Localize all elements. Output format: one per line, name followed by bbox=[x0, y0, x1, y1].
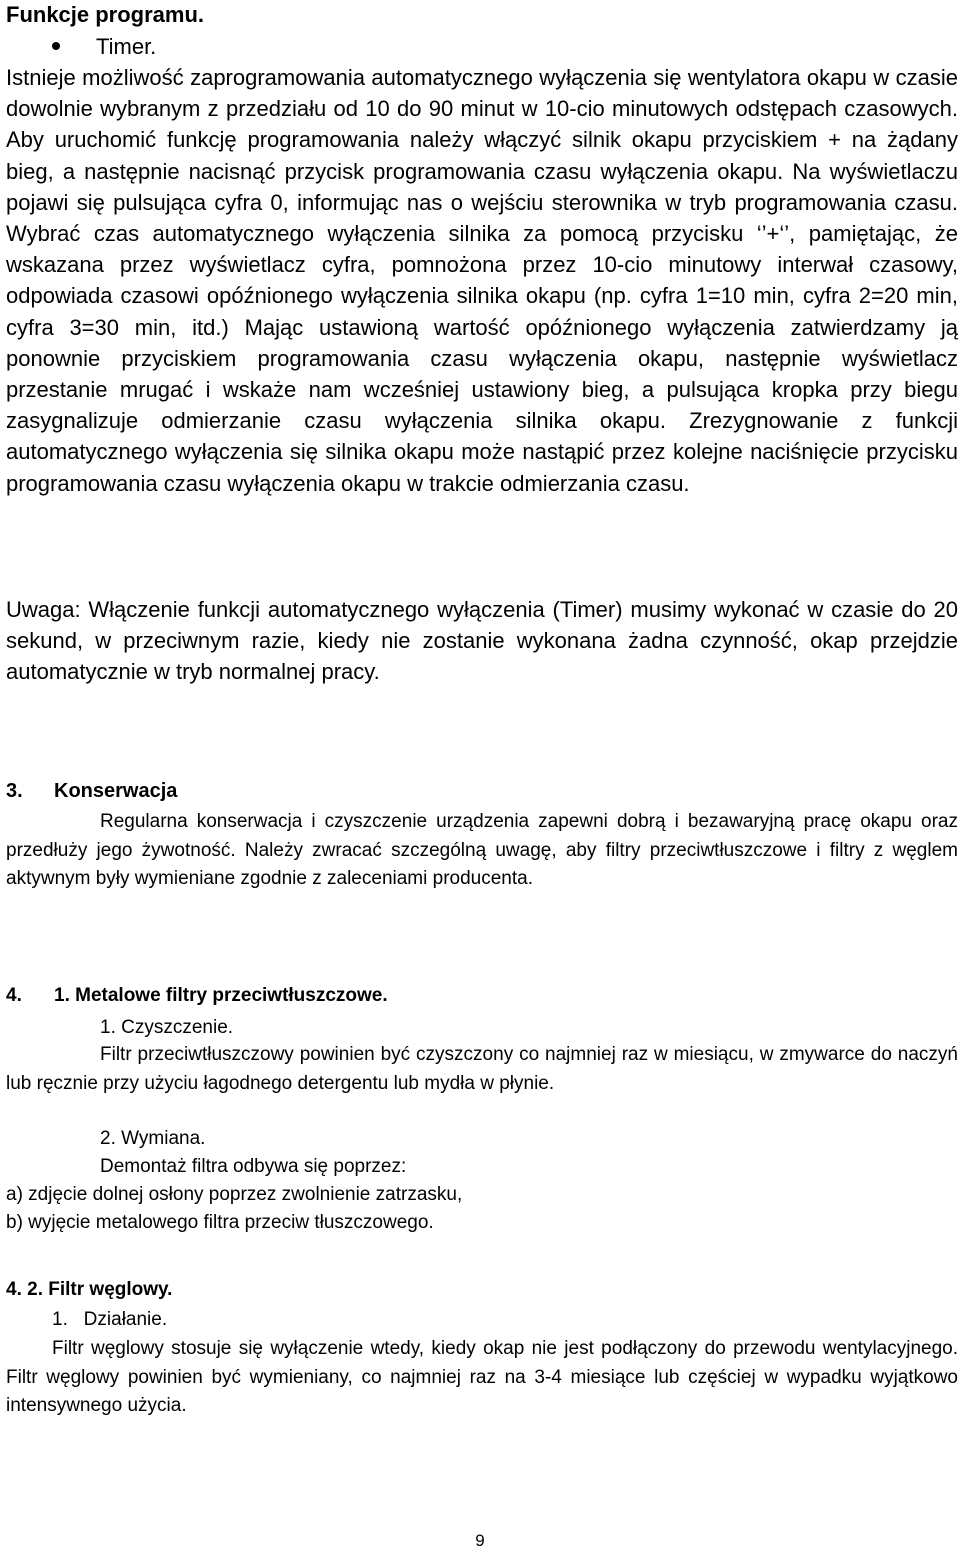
page-number: 9 bbox=[475, 1531, 485, 1550]
timer-paragraph: Istnieje możliwość zaprogramowania automatycznego wyłączenia się wentylatora okapu w czasie dowolnie wybranym z przedziału od 10 do 90 minut w 10-cio minutowych odstępach czasowych. Aby uruchomić funkcję programowania należy włączyć silnik okapu przyciskiem + na żądany bieg, a następnie nacisnąć przycisk programowania czasu wyłączenia okapu. Na wyświetlaczu pojawi się pulsująca cyfra 0, informując nas o wejściu sterownika w tryb programowania czasu. Wybrać czas automatycznego wyłączenia silnika za pomocą przycisku ‘’+‘’, pamiętając, że wskazana przez wyświetlacz cyfra, pomnożona przez 10-cio minutowy interwał czasowy, odpowiada czasowi opóźnionego wyłączenia silnika okapu (np. cyfra 1=10 min, cyfra 2=20 min, cyfra 3=30 min, itd.) Mając ustawioną wartość opóźnionego wyłączenia zatwierdzamy ją ponownie przyciskiem programowania czasu wyłączenia okapu, następnie wyświetlacz przestanie mrugać i wskaże nam wcześniej ustawiony bieg, a pulsująca kropka przy biegu zasygnalizuje odmierzanie czasu wyłączenia silnika okapu. Zrezygnowanie z funkcji automatycznego wyłączenia się silnika okapu może nastąpić przez kolejne naciśnięcie przycisku programowania czasu wyłączenia okapu w trakcie odmierzania czasu. bbox=[6, 65, 958, 496]
replacement-step-a: a) zdjęcie dolnej osłony poprzez zwolnienie zatrzasku, bbox=[6, 1184, 463, 1205]
replacement-intro: Demontaż filtra odbywa się poprzez: bbox=[100, 1156, 407, 1177]
maintenance-paragraph: Regularna konserwacja i czyszczenie urządzenia zapewni dobrą i bezawaryjną pracę okapu oraz przedłuży jego żywotność. Należy zwracać szczególną uwagę, aby filtry przeciwtłuszczowe i filtry z węglem aktywnym były wymieniane zgodnie z zaleceniami producenta. bbox=[6, 811, 958, 890]
bullet-item-timer bbox=[52, 34, 156, 60]
replacement-step-b: b) wyjęcie metalowego filtra przeciw tłuszczowego. bbox=[6, 1212, 434, 1233]
action-subheading: 1. Działanie. bbox=[52, 1309, 168, 1330]
section-3-title: Konserwacja bbox=[54, 780, 178, 802]
carbon-filter-paragraph: Filtr węglowy stosuje się wyłączenie wtedy, kiedy okap nie jest podłączony do przewodu wentylacyjnego. Filtr węglowy powinien być wymieniany, co najmniej raz na 3-4 miesiące lub częściej w wypadku wyjątkowo intensywnego użycia. bbox=[6, 1338, 958, 1417]
section-4-2-title: 4. 2. Filtr węglowy. bbox=[6, 1279, 173, 1300]
cleaning-paragraph: Filtr przeciwtłuszczowy powinien być czyszczony co najmniej raz w miesiącu, w zmywarce do naczyń lub ręcznie przy użyciu łagodnego detergentu lub mydła w płynie. bbox=[6, 1044, 958, 1094]
note-paragraph: Uwaga: Włączenie funkcji automatycznego wyłączenia (Timer) musimy wykonać w czasie do 20 sekund, w przeciwnym razie, kiedy nie zostanie wykonana żadna czynność, okap przejdzie automatycznie w tryb normalnej pracy. bbox=[6, 597, 958, 685]
bullet-label: Timer. bbox=[96, 34, 157, 59]
section-4-number: 4. bbox=[6, 985, 22, 1006]
section-3-number: 3. bbox=[6, 780, 23, 802]
section-title: Funkcje programu. bbox=[6, 2, 205, 27]
section-4-1-title: 1. Metalowe filtry przeciwtłuszczowe. bbox=[54, 985, 388, 1006]
cleaning-subheading: 1. Czyszczenie. bbox=[100, 1017, 234, 1038]
bullet-icon bbox=[52, 42, 60, 50]
replacement-subheading: 2. Wymiana. bbox=[100, 1128, 206, 1149]
